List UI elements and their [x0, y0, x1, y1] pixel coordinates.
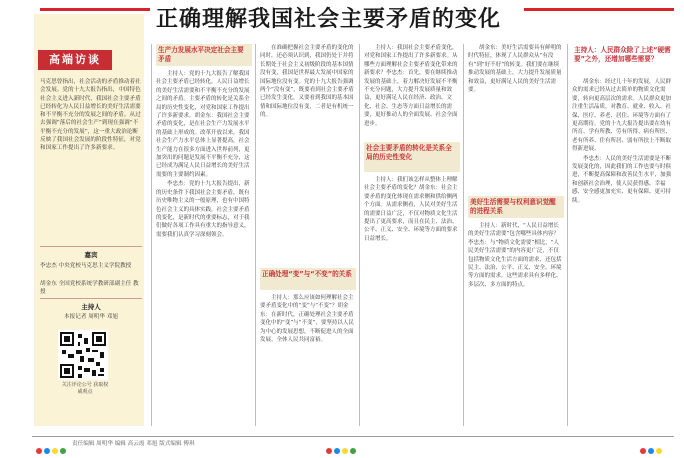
column-rule: [151, 44, 152, 426]
sidebar-divider: [40, 246, 142, 247]
column-rule: [463, 44, 464, 426]
footer-dots-right: [640, 439, 664, 447]
sidebar-intro: 马克思曾指出，社会活动的矛盾推动着社会发展。党的十九大报告指出，中国特色社会主义进入新时代，我国社会主要矛盾已经转化为人民日益增长的美好生活需要和不平衡不充分的发展之间的矛盾。从过去强调“落后的社会生产”到现在强调“不平衡不充分的发展”，这一重大政治论断反映了我国社会发展的阶段性特征，对党和国家工作提出了许多新要求。: [40, 79, 141, 152]
guest-label: 嘉宾: [84, 251, 98, 259]
footer-editors: 责任编辑 周明华 编辑 高云霞 邓旭 版式编辑 傅琪: [72, 441, 195, 447]
sidebar-divider-2: [40, 298, 142, 299]
qr-caption: 关注评论公号 获取权威观点: [61, 382, 109, 395]
col4-body-bottom: [468, 222, 564, 426]
footer-dots-left: [36, 439, 68, 447]
col3-body-bottom: [364, 176, 460, 426]
col2-subhead: 正确处理“变”与“不变”的关系: [262, 270, 352, 278]
col3-paragraph-1: 主持人：我国社会主要矛盾变化，对党和国家工作提出了许多新要求。从哪些方面理解社会主要矛盾变化带来的新要求？李忠杰：首先，要在继续推动发展的基础上，着力解决好发展不平衡不充分问题，大力提升发展质量和效益，更好满足人民在经济、政治、文化、社会、生态等方面日益增长的需要，更好推动人的全面发展、社会全面进步。: [364, 45, 458, 127]
col1-body: [156, 70, 252, 426]
top-accent-line-left: [40, 8, 150, 11]
host-label: 主持人: [81, 303, 101, 311]
footer-dots-center: [326, 439, 358, 447]
col3-body-top: [364, 44, 460, 140]
col4-paragraph-2: 胡金东：美好生活需要具有鲜明的时代特征，体现了人民群众从“有没有”到“好不好”的转变。我们要在继续推动发展的基础上，大力提升发展质量和效益，更好满足人民的美好生活需要。: [468, 45, 562, 94]
col3-subhead: 社会主要矛盾的转化是关系全局的历史性变化: [366, 144, 452, 161]
col3-paragraph-2: 主持人：我们该怎样从整体上理解社会主要矛盾的变化？胡金东：社会主要矛盾的变化体现在需求侧和供给侧两个方面。从需求侧看，人民对美好生活的需要日益广泛，不仅对物质文化生活提出了更高要求，而且在民主、法治、公平、正义、安全、环境等方面的要求日益增长。: [364, 177, 458, 242]
col5-body: [572, 78, 676, 426]
interview-badge: 高端访谈: [38, 50, 112, 70]
column-rule: [567, 44, 568, 426]
col5-paragraph-2: 李忠杰：人民的美好生活需要是不断发展变化的，因此我们的工作也要与时俱进，不断提高保障和改善民生水平，加强和创新社会治理，使人民获得感、幸福感、安全感更加充实、更有保障、更可持续。: [572, 155, 672, 204]
col4-body-top: [468, 44, 564, 194]
column-rule: [255, 44, 256, 426]
footer-rule: [32, 436, 674, 437]
col5-subhead: 主持人：人民群众除了上述“硬需要”之外，还增加哪些需要？: [574, 46, 671, 63]
guest-2: 胡金东 全国党校系统学教研部副主任 教授: [40, 281, 139, 296]
col1-paragraph-2: 李忠杰：党的十九大报告提出，新的历史条件下我国社会主要矛盾，既有历史唯物主义的一般原理，也有中国特色社会主义的具体实践。社会主要矛盾的变化，是新时代的重要标志，对于我们做好各项工作具有重大的指导意义，需要我们认真学习深刻领会。: [156, 181, 250, 238]
column-rule: [359, 44, 360, 426]
article-headline: 正确理解我国社会主要矛盾的变化: [156, 6, 502, 32]
col2-body-bottom: [260, 294, 356, 426]
col2-body-top: [260, 44, 356, 266]
host-name: 本报记者 周明华 邓旭: [64, 314, 118, 320]
col4-subhead: 美好生活需要与权利意识觉醒的进程关系: [470, 198, 556, 215]
col5-paragraph-1: 胡金东：经过几十年的发展，人民群众的需求已经从过去简单的物质文化需要，转向更高层次的需求。人民群众更加注重生活品质，对教育、就业、收入、社保、医疗、养老、居住、环境等方面有了更高期待。党的十九大报告提出要在幼有所育、学有所教、劳有所得、病有所医、老有所养、住有所居、弱有所扶上不断取得新进展。: [572, 79, 672, 153]
col4-paragraph-1: 主持人：新时代，“人民日益增长的美好生活需要”包含哪些具体内容？李忠杰：与“物质文化需要”相比，“人民美好生活需要”的内容更广泛，不仅包括物质文化生活方面的需求，还包括民主、法治、公平、正义、安全、环境等方面的需求。这些需求具有多样化、多层次、多方面的特点。: [468, 223, 562, 288]
col1-subhead: 生产力发展水平决定社会主要矛盾: [158, 46, 244, 63]
col1-paragraph-1: 主持人：党的十九大报告了解我国社会主要矛盾已经转化，人民日益增长的美好生活需要和不平衡不充分的发展之间的矛盾。主要矛盾的转化是关系全局的历史性变化，对党和国家工作提出了许多新要求。胡金东：我国社会主要矛盾的变化，是在社会生产力发展水平的基础上形成的。改革开放以来，我国社会生产力水平总体上显著提高，社会生产能力在很多方面进入世界前列，更加突出的问题是发展不平衡不充分，这已经成为满足人民日益增长的美好生活需要的主要制约因素。: [156, 71, 250, 178]
guest-1: 李忠杰 中央党校马克思主义学院教授: [40, 263, 132, 269]
col2-paragraph-2: 主持人：那么应该如何理解社会主要矛盾变化中的“变”与“不变”？胡金东：在新时代，正确处理社会主要矛盾变化中的“变”与“不变”，要坚持以人民为中心的发展思想，不断促进人的全面发展、全体人民共同富裕。: [260, 295, 354, 344]
qr-code-icon[interactable]: [58, 330, 108, 380]
col2-paragraph-1: 在准确把握社会主要矛盾的变化的同时，还必须认识到，我国仍处于并将长期处于社会主义初级阶段的基本国情没有变，我国是世界最大发展中国家的国际地位没有变。党的十九大报告强调两个“没有变”，既要看到社会主要矛盾已经发生变化，又要看到我国的基本国情和国际地位没有变，二者是有机统一的。: [260, 45, 354, 119]
